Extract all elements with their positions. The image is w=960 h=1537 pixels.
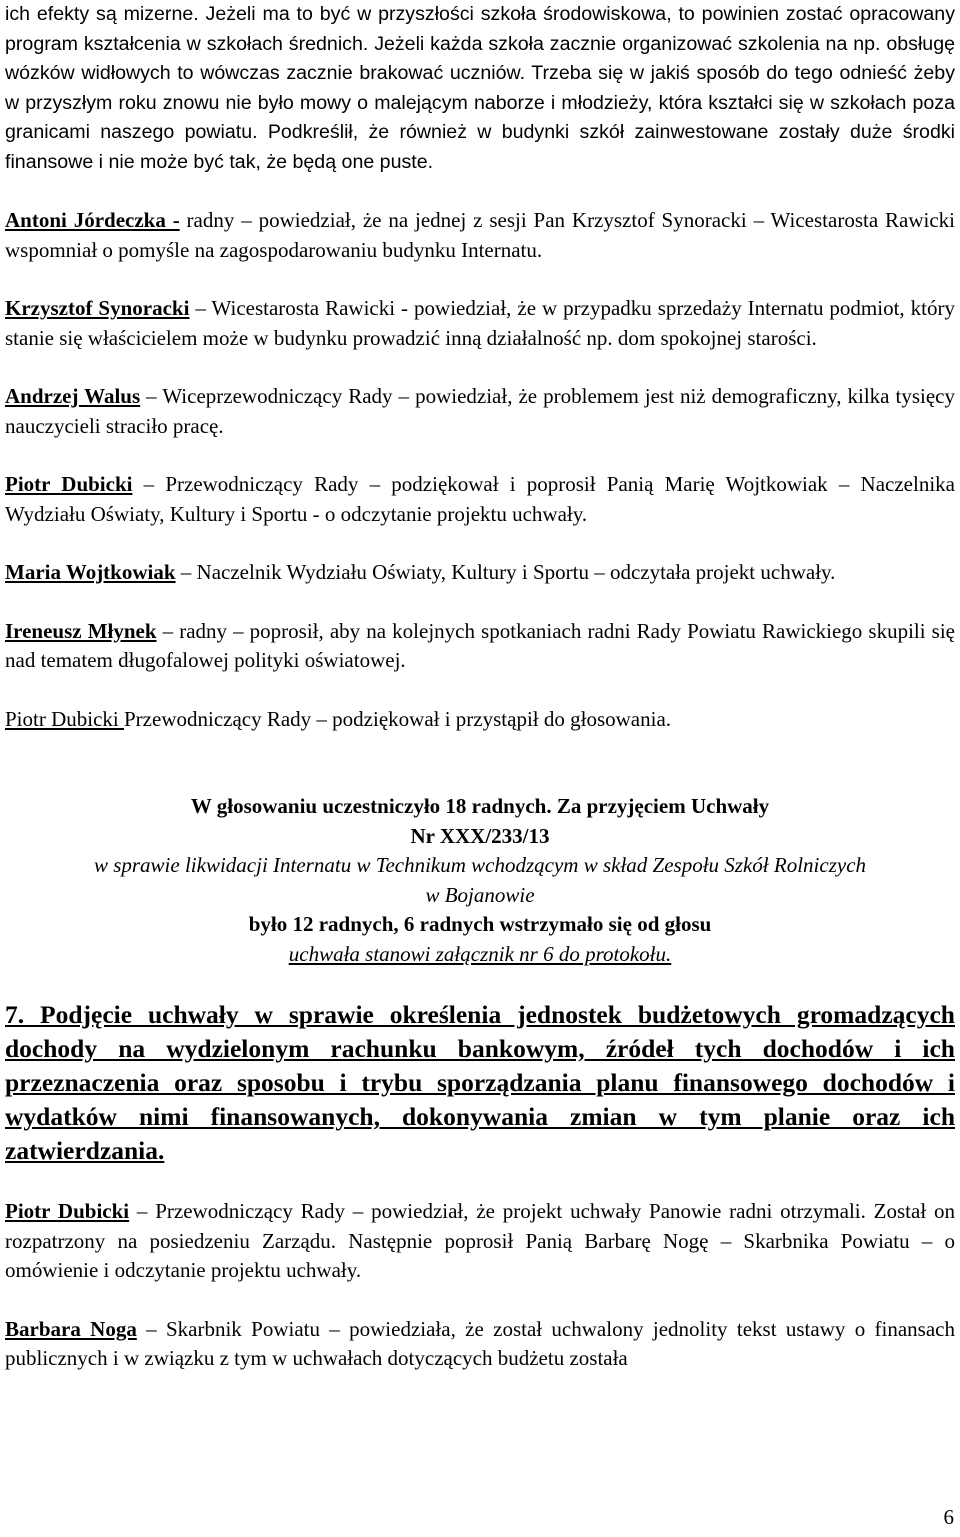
statement-text: – Wicestarosta Rawicki - powiedział, że w przypadku sprzedaży Internatu podmiot, który stanie się właścicielem może w budynku prowadzić inną działalność np. dom spokojnej starości. bbox=[5, 296, 955, 350]
paragraph-text: Podkreślił, że również w budynki szkół zainwestowane zostały duże środki finansowe i nie może być tak, że będą one puste. bbox=[5, 121, 955, 173]
vote-line-participants bbox=[5, 792, 955, 822]
page-number: 6 bbox=[943, 1505, 954, 1529]
statement-text: Przewodniczący Rady – podziękował i przystąpił do głosowania. bbox=[124, 706, 672, 731]
resolution-subject: w sprawie likwidacji Internatu w Technikum wchodzącym w skład Zespołu Szkół Rolniczych bbox=[93, 853, 867, 877]
statement-dubicki-2 bbox=[5, 705, 955, 735]
speaker-name: Andrzej Walus bbox=[5, 384, 141, 408]
vote-participants: W głosowaniu uczestniczyło 18 radnych. bbox=[190, 794, 552, 818]
statement-synoracki bbox=[5, 294, 955, 353]
statement-dubicki-3 bbox=[5, 1197, 955, 1286]
vote-summary bbox=[5, 792, 955, 969]
statement-text: – Naczelnik Wydziału Oświaty, Kultury i Sportu – odczytała projekt uchwały. bbox=[175, 560, 836, 584]
statement-text: – Wiceprzewodniczący Rady – powiedział, że problemem jest niż demograficzny, kilka tysięcy nauczycieli straciło pracę. bbox=[5, 384, 955, 438]
statement-text: – Przewodniczący Rady – powiedział, że projekt uchwały Panowie radni otrzymali. Został on rozpatrzony na posiedzeniu Zarządu. Następnie poprosił Panią Barbarę Nogę – Skarbnika Powiatu – o omówienie i odczytanie projektu uchwały. bbox=[5, 1199, 955, 1282]
paragraph-internat-discussion bbox=[5, 0, 955, 177]
document-page bbox=[5, 0, 955, 1374]
speaker-name: Piotr Dubicki bbox=[5, 472, 133, 496]
agenda-item-7-heading: 7. Podjęcie uchwały w sprawie określenia jednostek budżetowych gromadzących dochody na wydzielonym rachunku bankowym, źródeł tych dochodów i ich przeznaczenia oraz sposobu i trybu sporządzania planu finansowego dochodów i wydatków nimi finansowanych, dokonywania zmian w tym planie oraz ich zatwierdzania. bbox=[5, 1000, 955, 1165]
statement-text: radny – powiedział, że na jednej z sesji Pan Krzysztof Synoracki – Wicestarosta Rawicki wspomniał o pomyśle na zagospodarowaniu budynku Internatu. bbox=[5, 208, 955, 262]
attachment-note: uchwała stanowi załącznik nr 6 do protokołu. bbox=[288, 941, 672, 966]
statement-noga bbox=[5, 1315, 955, 1374]
statement-jordeczka bbox=[5, 206, 955, 265]
vote-result: było 12 radnych, 6 radnych wstrzymało się od głosu bbox=[248, 912, 712, 936]
speaker-name: Barbara Noga bbox=[5, 1316, 137, 1341]
speaker-name: Antoni Jórdeczka - bbox=[5, 208, 180, 232]
statement-text: – radny – poprosił, aby na kolejnych spotkaniach radni Rady Powiatu Rawickiego skupili się nad tematem długofalowej polityki oświatowej. bbox=[5, 618, 955, 672]
speaker-name: Piotr Dubicki bbox=[5, 706, 124, 731]
statement-dubicki-1 bbox=[5, 470, 955, 529]
statement-text: – Skarbnik Powiatu – powiedziała, że został uchwalony jednolity tekst ustawy o finansach publicznych i w związku z tym w uchwałach dotyczących budżetu została bbox=[5, 1316, 955, 1370]
speaker-name: Piotr Dubicki bbox=[5, 1199, 130, 1223]
statement-wojtkowiak bbox=[5, 558, 955, 588]
speaker-name: Ireneusz Młynek bbox=[5, 618, 157, 643]
statement-mlynek bbox=[5, 617, 955, 676]
resolution-number: Nr XXX/233/13 bbox=[410, 823, 550, 848]
statement-text: – Przewodniczący Rady – podziękował i poprosił Panią Marię Wojtkowiak – Naczelnika Wydziału Oświaty, Kultury i Sportu - o odczytanie projektu uchwały. bbox=[5, 472, 955, 526]
speaker-name: Krzysztof Synoracki bbox=[5, 296, 190, 320]
statement-walus bbox=[5, 382, 955, 441]
speaker-name: Maria Wojtkowiak bbox=[5, 560, 176, 584]
vote-adoption: Za przyjęciem Uchwały bbox=[551, 794, 770, 818]
resolution-subject-place: w Bojanowie bbox=[425, 882, 535, 907]
paragraph-text: ich efekty są mizerne. Jeżeli ma to być w przyszłości szkoła środowiskowa, to powinien zostać opracowany program kształcenia w szkołach średnich. Jeżeli każda szkoła zacznie organizować szkolenia na np. obsługę wózków widłowych to wówczas zacznie brakować uczniów. Trzeba się w jakiś sposób do tego odnieść żeby w przyszłym roku znowu nie było mowy o malejącym naborze i młodzieży, która kształci się w szkołach poza granicami naszego powiatu. bbox=[5, 3, 955, 143]
